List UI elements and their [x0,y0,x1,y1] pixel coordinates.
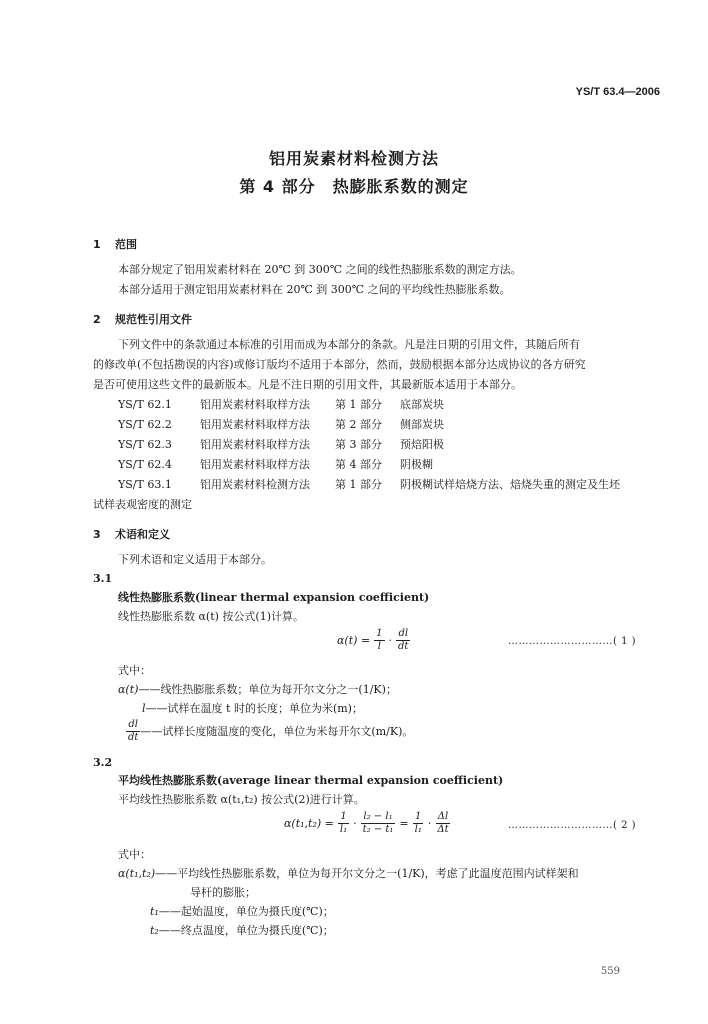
reference-row [118,437,444,452]
clause-number: 3.2 [93,756,113,769]
fraction [413,811,424,836]
variable-desc: ——平均线性热膨胀系数，单位为每开尔文分之一(1/K)，考虑了此温度范围内试样架和 [155,867,579,880]
section-title: 范围 [115,238,137,251]
numerator: 1 [340,811,347,822]
variable-symbol: t₂ [150,924,159,937]
ref-code: YS/T 63.1 [118,478,172,491]
section-title: 术语和定义 [115,528,170,541]
ref-item: 预焙阳极 [400,438,444,451]
ref-name: 铝用炭素材料取样方法 [200,458,310,471]
variable-def [142,701,363,716]
paragraph: 本部分规定了铝用炭素材料在 20℃ 到 300℃ 之间的线性热膨胀系数的测定方法。 [118,263,522,276]
ref-item: 阴极糊 [400,458,433,471]
ref-part: 第 1 部分 [335,398,382,411]
variable-def [118,866,579,881]
ref-item: 侧部炭块 [400,418,444,431]
denominator: l [377,641,381,652]
ref-name: 铝用炭素材料取样方法 [200,398,310,411]
page-number: 559 [600,966,620,977]
paragraph: 下列文件中的条款通过本标准的引用而成为本部分的条款。凡是注日期的引用文件，其随后所有 [118,338,580,351]
paragraph: 本部分适用于测定铝用炭素材料在 20℃ 到 300℃ 之间的平均线性热膨胀系数。 [118,283,511,296]
equation-1 [337,628,410,653]
paragraph: 的修改单(不包括勘误的内容)或修订版均不适用于本部分，然而，鼓励根据本部分达成协议的各方研究 [93,358,586,371]
equation-tag: …………………………( 2 ) [508,820,637,831]
section-1-heading [93,236,137,252]
variable-desc: ——起始温度，单位为摄氏度(℃)； [158,905,334,918]
fraction [338,811,349,836]
doc-title-line1: 铝用炭素材料检测方法 [268,149,439,168]
section-number: 3 [93,528,101,541]
clause-number: 3.1 [93,572,113,585]
ref-code: YS/T 62.1 [118,398,172,411]
denominator: t₂ − t₁ [362,824,394,835]
numerator: 1 [376,628,383,639]
paragraph: 试样表观密度的测定 [93,498,192,511]
term-title: 平均线性热膨胀系数(average linear thermal expansion coefficient) [118,774,504,787]
variable-def [150,923,334,938]
standard-number: YS/T 63.4—2006 [575,86,660,98]
eq-operator: = [399,817,409,830]
denominator: Δt [437,824,449,835]
variable-def-cont: 导杆的膨胀； [190,886,256,899]
eq-operator: · [427,817,432,830]
section-number: 1 [93,238,101,251]
eq-operator: · [388,634,393,647]
variable-desc: ——试样在温度 t 时的长度；单位为米(m)； [145,702,363,715]
variable-desc: ——试样长度随温度的变化，单位为米每开尔文(m/K)。 [140,725,414,738]
variable-symbol: t₁ [150,905,159,918]
ref-code: YS/T 62.4 [118,458,172,471]
eq-operator: · [353,817,357,830]
variable-def [150,904,334,919]
numerator: dl [398,628,409,639]
section-number: 2 [93,313,101,326]
doc-title-line2: 第 4 部分 热膨胀系数的测定 [239,177,469,196]
where-label: 式中： [118,664,151,677]
variable-desc: ——线性热膨胀系数；单位为每开尔文分之一(1/K)； [138,683,397,696]
reference-row [118,417,444,432]
ref-code: YS/T 62.3 [118,438,172,451]
ref-part: 第 3 部分 [335,438,382,451]
variable-symbol: α(t₁,t₂) [118,867,156,880]
ref-item: 底部炭块 [400,398,444,411]
denominator: l₁ [339,824,348,835]
section-title: 规范性引用文件 [115,313,192,326]
numerator: 1 [415,811,422,822]
paragraph: 平均线性热膨胀系数 α(t₁,t₂) 按公式(2)进行计算。 [118,793,365,806]
variable-def [118,682,397,697]
reference-row [118,397,444,412]
numerator: l₂ − l₁ [363,811,393,822]
denominator: dt [128,732,139,743]
variable-desc: ——终点温度，单位为摄氏度(℃)； [158,924,334,937]
ref-part: 第 2 部分 [335,418,382,431]
paragraph: 下列术语和定义适用于本部分。 [118,553,272,566]
section-3-heading [93,526,170,542]
where-label: 式中： [118,848,151,861]
paragraph: 线性热膨胀系数 α(t) 按公式(1)计算。 [118,610,305,623]
paragraph: 是否可使用这些文件的最新版本。凡是不注日期的引用文件，其最新版本适用于本部分。 [93,378,522,391]
ref-code: YS/T 62.2 [118,418,172,431]
variable-symbol: α(t) [118,683,139,696]
numerator: Δl [437,811,449,822]
ref-name: 铝用炭素材料取样方法 [200,418,310,431]
ref-part: 第 1 部分 [335,478,382,491]
section-2-heading [93,311,192,327]
ref-part: 第 4 部分 [335,458,382,471]
equation-2 [284,811,451,836]
fraction [435,811,450,836]
variable-symbol: l [142,702,146,715]
numerator: dl [128,719,139,730]
ref-name: 铝用炭素材料取样方法 [200,438,310,451]
term-title: 线性热膨胀系数(linear thermal expansion coefficient) [118,591,430,604]
variable-def [126,719,413,744]
eq-lhs: α(t) = [337,634,371,647]
ref-name: 铝用炭素材料检测方法 [200,478,310,491]
fraction [126,719,140,744]
fraction [396,628,410,653]
equation-tag: …………………………( 1 ) [508,636,637,647]
reference-row [118,457,433,472]
ref-item: 阴极糊试样焙烧方法、焙烧失重的测定及生坯 [400,478,620,491]
eq-lhs: α(t₁,t₂) = [284,817,334,830]
reference-row [118,477,620,492]
denominator: dt [398,641,409,652]
fraction [361,811,396,836]
denominator: l₁ [414,824,422,835]
fraction [374,628,384,653]
